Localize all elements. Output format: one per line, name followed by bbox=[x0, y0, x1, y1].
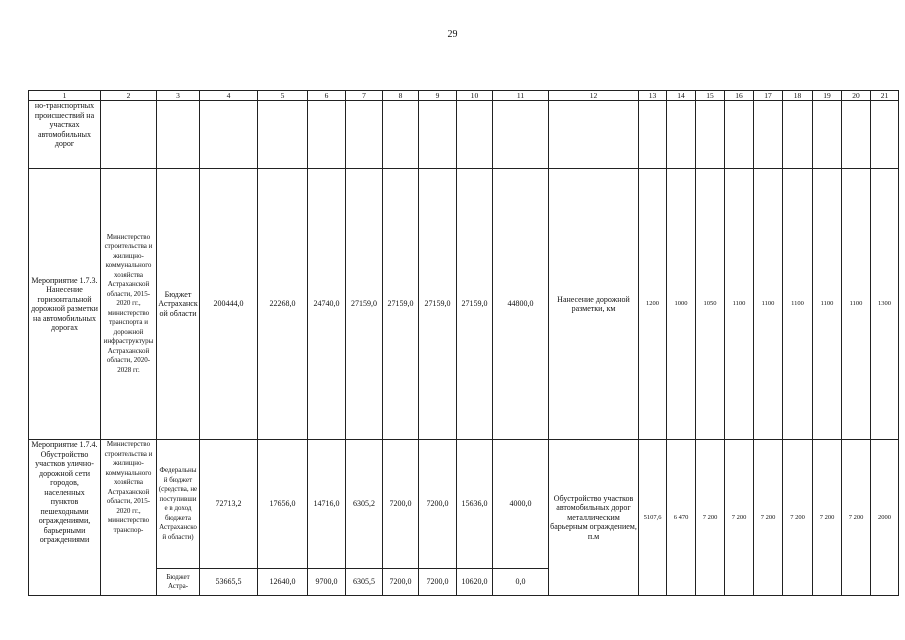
indicator-cell: Обустройство участков автомобильных дорог металлическим барьерным ограждением, п.м bbox=[549, 440, 639, 596]
empty-cell bbox=[725, 101, 754, 169]
target-cell: 1000 bbox=[667, 169, 696, 440]
header-row bbox=[29, 91, 899, 101]
value-cell: 7200,0 bbox=[419, 569, 457, 596]
value-cell: 44800,0 bbox=[493, 169, 549, 440]
value-cell: 6305,2 bbox=[346, 440, 383, 569]
header-cell: 20 bbox=[842, 91, 871, 101]
target-cell: 7 200 bbox=[842, 440, 871, 596]
value-cell: 200444,0 bbox=[200, 169, 258, 440]
empty-cell bbox=[346, 101, 383, 169]
target-cell: 2000 bbox=[871, 440, 899, 596]
empty-cell bbox=[549, 101, 639, 169]
target-cell: 5107,6 bbox=[639, 440, 667, 596]
header-cell: 1 bbox=[29, 91, 101, 101]
empty-cell bbox=[200, 101, 258, 169]
header-cell: 14 bbox=[667, 91, 696, 101]
target-cell: 1100 bbox=[783, 169, 813, 440]
target-cell: 7 200 bbox=[783, 440, 813, 596]
value-cell: 0,0 bbox=[493, 569, 549, 596]
header-cell: 2 bbox=[101, 91, 157, 101]
header-cell: 5 bbox=[258, 91, 308, 101]
program-table bbox=[28, 90, 899, 596]
target-cell: 1300 bbox=[871, 169, 899, 440]
target-cell: 1100 bbox=[754, 169, 783, 440]
table-row bbox=[29, 101, 899, 169]
empty-cell bbox=[457, 101, 493, 169]
executor-cell: Министерство строительства и жилищно-коммунального хозяйства Астраханской области, 2015-2020 гг., министерство транспорта и дорожной инфраструктуры Астраханской области, 2020-2028 гг. bbox=[101, 169, 157, 440]
header-cell: 12 bbox=[549, 91, 639, 101]
target-cell: 1100 bbox=[842, 169, 871, 440]
header-cell: 3 bbox=[157, 91, 200, 101]
table-row bbox=[29, 440, 899, 569]
value-cell: 17656,0 bbox=[258, 440, 308, 569]
value-cell: 7200,0 bbox=[383, 440, 419, 569]
target-cell: 7 200 bbox=[725, 440, 754, 596]
value-cell: 53665,5 bbox=[200, 569, 258, 596]
header-cell: 13 bbox=[639, 91, 667, 101]
empty-cell bbox=[101, 101, 157, 169]
header-cell: 19 bbox=[813, 91, 842, 101]
table-row bbox=[29, 169, 899, 440]
empty-cell bbox=[419, 101, 457, 169]
value-cell: 7200,0 bbox=[419, 440, 457, 569]
header-cell: 8 bbox=[383, 91, 419, 101]
empty-cell bbox=[871, 101, 899, 169]
empty-cell bbox=[639, 101, 667, 169]
header-cell: 7 bbox=[346, 91, 383, 101]
value-cell: 15636,0 bbox=[457, 440, 493, 569]
empty-cell bbox=[696, 101, 725, 169]
empty-cell bbox=[754, 101, 783, 169]
value-cell: 10620,0 bbox=[457, 569, 493, 596]
header-cell: 10 bbox=[457, 91, 493, 101]
target-cell: 7 200 bbox=[813, 440, 842, 596]
funding-source-cell: Бюджет Астраханской области bbox=[157, 169, 200, 440]
header-cell: 21 bbox=[871, 91, 899, 101]
empty-cell bbox=[493, 101, 549, 169]
value-cell: 27159,0 bbox=[457, 169, 493, 440]
target-cell: 1050 bbox=[696, 169, 725, 440]
empty-cell bbox=[258, 101, 308, 169]
value-cell: 9700,0 bbox=[308, 569, 346, 596]
header-cell: 17 bbox=[754, 91, 783, 101]
empty-cell bbox=[783, 101, 813, 169]
value-cell: 7200,0 bbox=[383, 569, 419, 596]
empty-cell bbox=[308, 101, 346, 169]
empty-cell bbox=[383, 101, 419, 169]
header-cell: 15 bbox=[696, 91, 725, 101]
target-cell: 7 200 bbox=[696, 440, 725, 596]
measure-cell: Мероприятие 1.7.3. Нанесение горизонтальной дорожной разметки на автомобильных дорогах bbox=[29, 169, 101, 440]
value-cell: 22268,0 bbox=[258, 169, 308, 440]
funding-source-cell: Федеральный бюджет (средства, не поступившие в доход бюджета Астраханской области) bbox=[157, 440, 200, 569]
measure-cell: Мероприятие 1.7.4. Обустройство участков улично-дорожной сети городов, населенных пунктов пешеходными ограждениями, барьерными ограждениями bbox=[29, 440, 101, 596]
header-cell: 16 bbox=[725, 91, 754, 101]
target-cell: 1200 bbox=[639, 169, 667, 440]
header-cell: 6 bbox=[308, 91, 346, 101]
target-cell: 7 200 bbox=[754, 440, 783, 596]
target-cell: 1100 bbox=[813, 169, 842, 440]
header-cell: 4 bbox=[200, 91, 258, 101]
value-cell: 24740,0 bbox=[308, 169, 346, 440]
value-cell: 4000,0 bbox=[493, 440, 549, 569]
empty-cell bbox=[813, 101, 842, 169]
value-cell: 27159,0 bbox=[419, 169, 457, 440]
target-cell: 1100 bbox=[725, 169, 754, 440]
measure-cell: но-транспортных происшествий на участках автомобильных дорог bbox=[29, 101, 101, 169]
value-cell: 14716,0 bbox=[308, 440, 346, 569]
funding-source-cell: Бюджет Астра- bbox=[157, 569, 200, 596]
empty-cell bbox=[667, 101, 696, 169]
empty-cell bbox=[157, 101, 200, 169]
empty-cell bbox=[842, 101, 871, 169]
value-cell: 72713,2 bbox=[200, 440, 258, 569]
indicator-cell: Нанесение дорожной разметки, км bbox=[549, 169, 639, 440]
page-number: 29 bbox=[447, 29, 458, 40]
executor-cell: Министерство строительства и жилищно-коммунального хозяйства Астраханской области, 2015-2020 гг., министерство транспор- bbox=[101, 440, 157, 596]
header-cell: 9 bbox=[419, 91, 457, 101]
target-cell: 6 470 bbox=[667, 440, 696, 596]
value-cell: 27159,0 bbox=[383, 169, 419, 440]
header-cell: 11 bbox=[493, 91, 549, 101]
header-cell: 18 bbox=[783, 91, 813, 101]
value-cell: 12640,0 bbox=[258, 569, 308, 596]
value-cell: 27159,0 bbox=[346, 169, 383, 440]
value-cell: 6305,5 bbox=[346, 569, 383, 596]
